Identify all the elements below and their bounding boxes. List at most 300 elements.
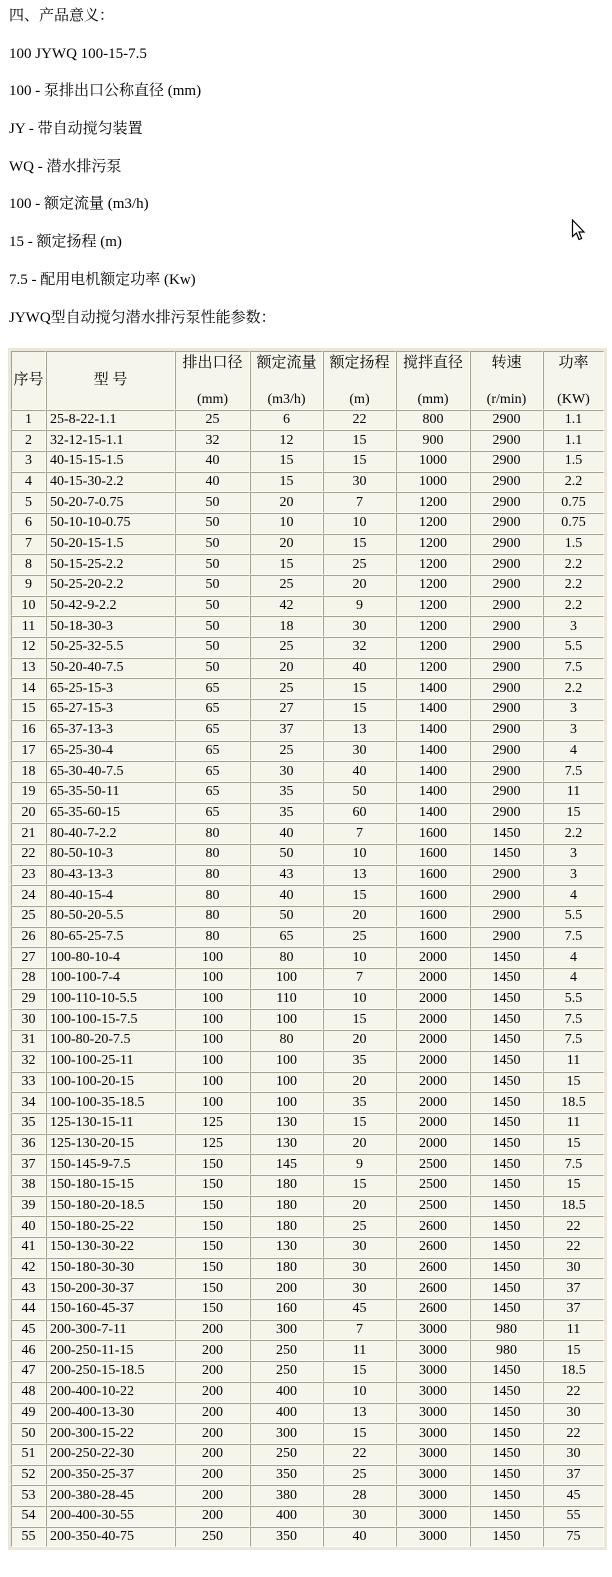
value-cell: 5.5 [543,906,604,927]
model-cell: 150-145-9-7.5 [46,1154,175,1175]
table-row [11,1030,604,1051]
value-cell: 25 [175,410,250,431]
value-cell: 1200 [396,534,470,555]
value-cell: 25 [323,1216,396,1237]
value-cell: 2900 [470,865,543,886]
row-index-cell: 40 [11,1216,46,1237]
table-row [11,1113,604,1134]
value-cell: 22 [543,1237,604,1258]
table-row [11,761,604,782]
legend-outlet-diameter: 100 - 泵排出口公称直径 (mm) [9,83,202,100]
table-row [11,1485,604,1506]
value-cell: 2900 [470,513,543,534]
table-row [11,1361,604,1382]
value-cell: 3000 [396,1382,470,1403]
value-cell: 1.5 [543,534,604,555]
value-cell: 1.1 [543,410,604,431]
intro-section [0,0,612,326]
value-cell: 250 [175,1527,250,1548]
value-cell: 1600 [396,927,470,948]
value-cell: 1450 [470,1072,543,1093]
value-cell: 2000 [396,989,470,1010]
value-cell: 2900 [470,741,543,762]
row-index-cell: 50 [11,1423,46,1444]
model-cell: 50-15-25-2.2 [46,554,175,575]
value-cell: 20 [323,1134,396,1155]
value-cell: 250 [250,1340,323,1361]
model-cell: 25-8-22-1.1 [46,410,175,431]
value-cell: 200 [175,1423,250,1444]
row-index-cell: 39 [11,1196,46,1217]
value-cell: 110 [250,989,323,1010]
value-cell: 15 [543,1340,604,1361]
table-row [11,803,604,824]
row-index-cell: 17 [11,741,46,762]
row-index-cell: 10 [11,596,46,617]
model-cell: 100-100-15-7.5 [46,1009,175,1030]
row-index-cell: 30 [11,1009,46,1030]
value-cell: 1400 [396,761,470,782]
model-cell: 100-80-10-4 [46,947,175,968]
value-cell: 100 [175,989,250,1010]
value-cell: 22 [543,1423,604,1444]
table-row [11,492,604,513]
value-cell: 15 [543,1134,604,1155]
value-cell: 400 [250,1403,323,1424]
value-cell: 130 [250,1113,323,1134]
value-cell: 2.2 [543,596,604,617]
value-cell: 2900 [470,430,543,451]
value-cell: 3 [543,699,604,720]
value-cell: 100 [175,968,250,989]
value-cell: 7.5 [543,658,604,679]
row-index-cell: 45 [11,1320,46,1341]
value-cell: 45 [543,1485,604,1506]
row-index-cell: 11 [11,616,46,637]
value-cell: 2500 [396,1196,470,1217]
model-cell: 65-35-60-15 [46,803,175,824]
value-cell: 9 [323,1154,396,1175]
value-cell: 22 [543,1382,604,1403]
row-index-cell: 48 [11,1382,46,1403]
value-cell: 2900 [470,761,543,782]
value-cell: 50 [175,616,250,637]
value-cell: 80 [175,844,250,865]
value-cell: 250 [250,1444,323,1465]
table-row [11,1134,604,1155]
value-cell: 65 [175,741,250,762]
value-cell: 40 [250,885,323,906]
value-cell: 50 [175,492,250,513]
model-cell: 200-400-13-30 [46,1403,175,1424]
value-cell: 80 [175,865,250,886]
value-cell: 0.75 [543,492,604,513]
value-cell: 15 [323,1175,396,1196]
value-cell: 43 [250,865,323,886]
value-cell: 10 [323,513,396,534]
value-cell: 100 [250,1051,323,1072]
value-cell: 15 [323,1423,396,1444]
value-cell: 5.5 [543,637,604,658]
value-cell: 35 [250,782,323,803]
value-cell: 18.5 [543,1092,604,1113]
model-cell: 100-100-25-11 [46,1051,175,1072]
value-cell: 1200 [396,513,470,534]
table-row [11,1154,604,1175]
table-row [11,596,604,617]
table-row [11,989,604,1010]
value-cell: 10 [323,989,396,1010]
model-cell: 200-250-11-15 [46,1340,175,1361]
table-row [11,1320,604,1341]
value-cell: 30 [543,1258,604,1279]
value-cell: 2600 [396,1237,470,1258]
value-cell: 180 [250,1196,323,1217]
value-cell: 2600 [396,1299,470,1320]
value-cell: 1200 [396,596,470,617]
value-cell: 200 [175,1340,250,1361]
value-cell: 7 [323,1320,396,1341]
value-cell: 1200 [396,492,470,513]
value-cell: 3 [543,720,604,741]
value-cell: 1400 [396,720,470,741]
model-cell: 200-300-7-11 [46,1320,175,1341]
table-row [11,1258,604,1279]
value-cell: 300 [250,1423,323,1444]
value-cell: 80 [175,885,250,906]
value-cell: 2000 [396,1092,470,1113]
table-row [11,906,604,927]
row-index-cell: 46 [11,1340,46,1361]
row-index-cell: 21 [11,823,46,844]
column-header: 功率 (KW) [543,351,604,410]
value-cell: 3000 [396,1320,470,1341]
table-row [11,844,604,865]
value-cell: 1200 [396,637,470,658]
value-cell: 10 [250,513,323,534]
value-cell: 150 [175,1299,250,1320]
table-caption: JYWQ型自动搅匀潜水排污泵性能参数： [9,309,276,326]
legend-rated-flow: 100 - 额定流量 (m3/h) [9,196,149,213]
table-row [11,472,604,493]
value-cell: 37 [250,720,323,741]
value-cell: 100 [175,1051,250,1072]
value-cell: 15 [543,1072,604,1093]
row-index-cell: 28 [11,968,46,989]
value-cell: 30 [323,472,396,493]
value-cell: 3000 [396,1444,470,1465]
value-cell: 250 [250,1361,323,1382]
column-header: 额定流量 (m3/h) [250,351,323,410]
value-cell: 11 [543,1051,604,1072]
value-cell: 1450 [470,1382,543,1403]
row-index-cell: 25 [11,906,46,927]
column-header: 型 号 [46,351,175,410]
value-cell: 2900 [470,927,543,948]
table-row [11,534,604,555]
value-cell: 1600 [396,885,470,906]
value-cell: 30 [543,1403,604,1424]
column-header: 序号 [11,351,46,410]
value-cell: 50 [175,658,250,679]
table-row [11,720,604,741]
value-cell: 7 [323,492,396,513]
value-cell: 2900 [470,492,543,513]
value-cell: 1450 [470,1423,543,1444]
value-cell: 18.5 [543,1361,604,1382]
value-cell: 9 [323,596,396,617]
value-cell: 2900 [470,616,543,637]
row-index-cell: 31 [11,1030,46,1051]
value-cell: 200 [175,1485,250,1506]
value-cell: 7.5 [543,761,604,782]
table-row [11,782,604,803]
value-cell: 15 [323,699,396,720]
model-cell: 50-42-9-2.2 [46,596,175,617]
table-row [11,637,604,658]
row-index-cell: 1 [11,410,46,431]
value-cell: 100 [250,1009,323,1030]
table-row [11,513,604,534]
row-index-cell: 51 [11,1444,46,1465]
column-header: 搅拌直径 (mm) [396,351,470,410]
row-index-cell: 37 [11,1154,46,1175]
value-cell: 1400 [396,782,470,803]
table-row [11,1299,604,1320]
value-cell: 180 [250,1216,323,1237]
value-cell: 2900 [470,410,543,431]
value-cell: 30 [323,741,396,762]
value-cell: 2.2 [543,472,604,493]
model-cell: 50-25-32-5.5 [46,637,175,658]
value-cell: 3000 [396,1423,470,1444]
table-row [11,865,604,886]
value-cell: 2900 [470,782,543,803]
model-example: 100 JYWQ 100-15-7.5 [9,45,147,62]
value-cell: 10 [323,844,396,865]
value-cell: 20 [323,1196,396,1217]
value-cell: 30 [250,761,323,782]
value-cell: 65 [175,699,250,720]
table-row [11,885,604,906]
row-index-cell: 14 [11,678,46,699]
column-header: 转速 (r/min) [470,351,543,410]
value-cell: 800 [396,410,470,431]
value-cell: 15 [543,1175,604,1196]
value-cell: 180 [250,1175,323,1196]
table-row [11,1009,604,1030]
model-cell: 200-350-25-37 [46,1465,175,1486]
value-cell: 3000 [396,1485,470,1506]
model-cell: 150-180-25-22 [46,1216,175,1237]
value-cell: 2000 [396,1009,470,1030]
value-cell: 150 [175,1258,250,1279]
value-cell: 4 [543,968,604,989]
table-row [11,1278,604,1299]
table-row [11,1423,604,1444]
value-cell: 2900 [470,554,543,575]
value-cell: 2600 [396,1258,470,1279]
value-cell: 0.75 [543,513,604,534]
value-cell: 2000 [396,1113,470,1134]
value-cell: 100 [250,1072,323,1093]
model-cell: 200-250-15-18.5 [46,1361,175,1382]
row-index-cell: 38 [11,1175,46,1196]
row-index-cell: 54 [11,1506,46,1527]
value-cell: 6 [250,410,323,431]
row-index-cell: 5 [11,492,46,513]
value-cell: 80 [250,947,323,968]
table-row [11,1196,604,1217]
model-cell: 50-25-20-2.2 [46,575,175,596]
table-row [11,1403,604,1424]
value-cell: 2.2 [543,823,604,844]
value-cell: 2.2 [543,554,604,575]
value-cell: 2900 [470,678,543,699]
value-cell: 2900 [470,575,543,596]
value-cell: 2900 [470,596,543,617]
row-index-cell: 44 [11,1299,46,1320]
value-cell: 65 [175,761,250,782]
value-cell: 1450 [470,1092,543,1113]
legend-jy: JY - 带自动搅匀装置 [9,121,143,138]
value-cell: 300 [250,1320,323,1341]
value-cell: 37 [543,1465,604,1486]
value-cell: 1400 [396,678,470,699]
value-cell: 15 [323,1113,396,1134]
value-cell: 25 [323,1465,396,1486]
value-cell: 150 [175,1175,250,1196]
value-cell: 100 [250,968,323,989]
row-index-cell: 55 [11,1527,46,1548]
value-cell: 25 [250,637,323,658]
value-cell: 1.1 [543,430,604,451]
value-cell: 15 [323,678,396,699]
legend-motor-power: 7.5 - 配用电机额定功率 (Kw) [9,271,196,288]
model-cell: 65-37-13-3 [46,720,175,741]
value-cell: 400 [250,1506,323,1527]
value-cell: 2000 [396,947,470,968]
value-cell: 15 [250,451,323,472]
row-index-cell: 52 [11,1465,46,1486]
value-cell: 50 [175,554,250,575]
row-index-cell: 41 [11,1237,46,1258]
model-cell: 80-40-15-4 [46,885,175,906]
value-cell: 20 [323,1072,396,1093]
value-cell: 1450 [470,1154,543,1175]
value-cell: 80 [175,823,250,844]
model-cell: 40-15-30-2.2 [46,472,175,493]
value-cell: 1200 [396,554,470,575]
value-cell: 40 [323,761,396,782]
value-cell: 2.2 [543,678,604,699]
table-row [11,658,604,679]
performance-table [8,348,607,1551]
value-cell: 3000 [396,1403,470,1424]
value-cell: 2500 [396,1175,470,1196]
value-cell: 12 [250,430,323,451]
value-cell: 350 [250,1527,323,1548]
value-cell: 1450 [470,1506,543,1527]
value-cell: 200 [175,1382,250,1403]
model-cell: 100-100-35-18.5 [46,1092,175,1113]
value-cell: 20 [250,534,323,555]
value-cell: 18.5 [543,1196,604,1217]
value-cell: 200 [175,1465,250,1486]
value-cell: 1450 [470,1527,543,1548]
value-cell: 200 [175,1320,250,1341]
row-index-cell: 26 [11,927,46,948]
value-cell: 1200 [396,575,470,596]
model-cell: 50-10-10-0.75 [46,513,175,534]
value-cell: 27 [250,699,323,720]
value-cell: 2.2 [543,575,604,596]
value-cell: 50 [175,534,250,555]
table-row [11,968,604,989]
value-cell: 180 [250,1258,323,1279]
value-cell: 40 [323,658,396,679]
table-row [11,451,604,472]
value-cell: 42 [250,596,323,617]
value-cell: 1450 [470,1134,543,1155]
value-cell: 15 [250,554,323,575]
value-cell: 7.5 [543,1009,604,1030]
value-cell: 2900 [470,720,543,741]
value-cell: 1600 [396,844,470,865]
value-cell: 1450 [470,823,543,844]
legend-rated-head: 15 - 额定扬程 (m) [9,234,122,251]
value-cell: 200 [175,1403,250,1424]
model-cell: 125-130-20-15 [46,1134,175,1155]
value-cell: 2000 [396,1134,470,1155]
value-cell: 50 [250,906,323,927]
value-cell: 1200 [396,658,470,679]
value-cell: 50 [175,637,250,658]
value-cell: 4 [543,885,604,906]
value-cell: 1450 [470,1237,543,1258]
value-cell: 3000 [396,1465,470,1486]
value-cell: 15 [323,1009,396,1030]
legend-wq: WQ - 潜水排污泵 [9,158,122,175]
value-cell: 15 [323,534,396,555]
value-cell: 2000 [396,1051,470,1072]
model-cell: 80-40-7-2.2 [46,823,175,844]
value-cell: 50 [323,782,396,803]
model-cell: 80-50-20-5.5 [46,906,175,927]
value-cell: 22 [323,410,396,431]
value-cell: 125 [175,1113,250,1134]
model-cell: 200-250-22-30 [46,1444,175,1465]
model-cell: 80-43-13-3 [46,865,175,886]
table-row [11,699,604,720]
model-cell: 200-300-15-22 [46,1423,175,1444]
table-row [11,1175,604,1196]
value-cell: 80 [250,1030,323,1051]
value-cell: 2900 [470,637,543,658]
value-cell: 30 [323,1506,396,1527]
value-cell: 400 [250,1382,323,1403]
value-cell: 350 [250,1465,323,1486]
value-cell: 30 [543,1444,604,1465]
value-cell: 65 [250,927,323,948]
value-cell: 3 [543,616,604,637]
value-cell: 11 [323,1340,396,1361]
table-row [11,554,604,575]
value-cell: 13 [323,1403,396,1424]
row-index-cell: 42 [11,1258,46,1279]
value-cell: 1200 [396,616,470,637]
value-cell: 15 [323,885,396,906]
